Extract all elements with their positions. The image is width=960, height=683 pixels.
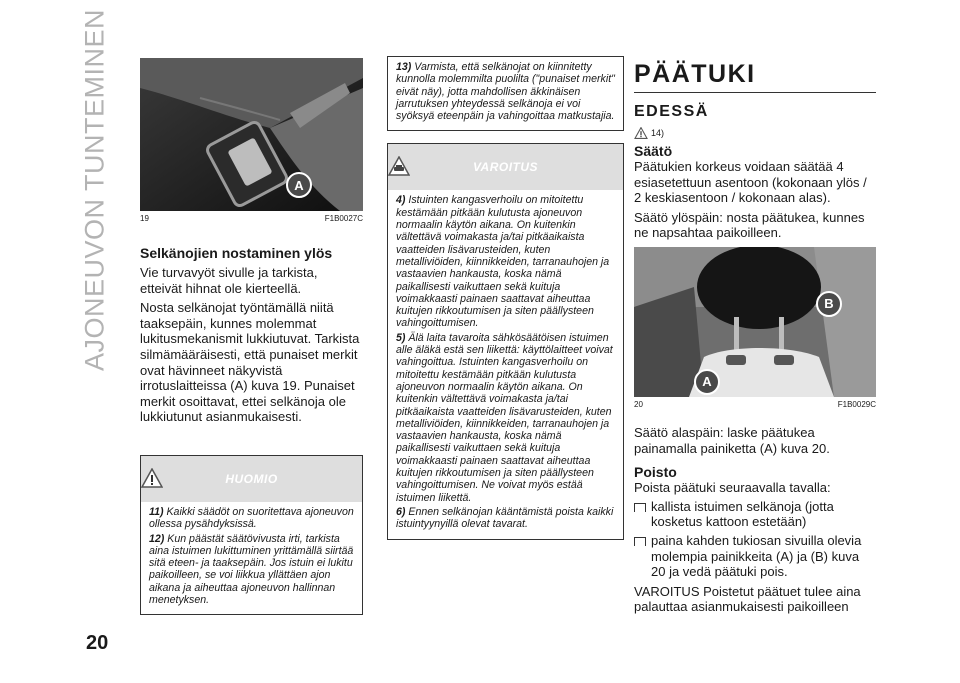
side-chapter-label: AJONEUVON TUNTEMINEN [79, 8, 110, 372]
bullet-icon [634, 503, 646, 512]
warning-item: 6) Ennen selkänojan kääntämistä poista kaikki istuintyynyillä olevat tavarat. [396, 505, 614, 531]
paragraph-5: VAROITUS Poistetut päätuet tulee aina palauttaa asianmukaisesti paikoilleen [634, 583, 861, 615]
section-title: PÄÄTUKI [634, 60, 756, 88]
bullet-icon [634, 537, 646, 546]
note-box-continued [387, 56, 624, 131]
warning-icon [634, 127, 648, 139]
note-box-body [141, 502, 362, 614]
figure-20-label-b: B [816, 291, 842, 317]
poisto-heading: Poisto [634, 464, 677, 481]
column-2 [387, 56, 624, 540]
paragraph-4: Poista päätuki seuraavalla tavalla: [634, 480, 831, 496]
paragraph-3: Säätö alaspäin: laske päätukea painamalla painiketta (A) kuva 20. [634, 424, 830, 456]
figure-20-label-a: A [694, 369, 720, 395]
figure-20-caption [634, 400, 876, 409]
paragraph-2: Nosta selkänojat työntämällä niitä taaksepäin, kunnes molemmat lukitusmekanismit lukkiutuvat. Tarkista silmämääräisesti, että punaiset merkit ovat hävinneet näkyvistä irrotuslaitteissa (A) kuva 19. Punaiset merkit osoittavat, ettei selkänoja ole lukkiutunut asianmukaisesti. [140, 300, 360, 425]
section-title-rule [634, 92, 876, 93]
figure-19-image [140, 58, 363, 211]
paragraph-1: Päätukien korkeus voidaan säätää 4 esiasetettuun asentoon (kokonaan ylös / 2 keskiasentoon / kokonaan alas). [634, 159, 867, 206]
paragraph-2: Säätö ylöspäin: nosta päätukea, kunnes ne napsahtaa paikoilleen. [634, 209, 865, 241]
note-box-continued-body [388, 57, 623, 130]
warning-reference [634, 127, 876, 139]
figure-20-image [634, 247, 876, 397]
figure-20 [634, 247, 876, 397]
warning-item: 4) Istuinten kangasverhoilu on mitoitettu kestämään pitkään kulutusta ajoneuvon normaalin käytön aikana. On kuitenkin vältettävä voimakasta ja/tai pitkäaikaista vaatteiden lisävarusteiden, kuten metalliviöiden, kiinnikkeiden, tarranauhojen ja vastaavien hankausta, koska nämä paikallisesti vaikuttaen sekä kuituja voimakkaasti painaen saattavat aiheuttaa kuitujen rikkoutumisen ja siten päällysteen vahingoittumisen. [396, 194, 610, 330]
saato-heading: Säätö [634, 143, 673, 159]
figure-20-number: 20 [634, 399, 643, 409]
figure-19 [140, 58, 363, 211]
note-item: 12) Kun päästät säätövivusta irti, tarkista aina istuimen lukittuminen yrittämällä siirtää sitä eteen- ja taaksepäin. Jos istuin ei lukitu paikoilleen, se voi liikkua yllättäen ajon aikana ja aiheuttaa ajoneuvon hallinnan menetyksen. [149, 532, 354, 607]
warning-box-header [388, 144, 623, 190]
section-heading: Selkänojien nostaminen ylös [140, 245, 333, 261]
figure-20-code: F1B0029C [837, 399, 876, 409]
note-item: 11) Kaikki säädöt on suoritettava ajoneuvon ollessa pysähdyksissä. [149, 505, 354, 531]
warning-item: 5) Älä laita tavaroita sähkösäätöisen istuimen alle äläkä estä sen liikettä: käyttölaitteet voivat vahingoittua. Istuinten kangasverhoilu on mitoitettu kestämään pitkään kulutusta ajoneuvon normaalin käytön aikana. On kuitenkin vältettävä voimakasta ja/tai pitkäaikaista vaatteiden lisävarusteiden, kuten metalliviöiden, kiinnikkeiden, tarranauhojen ja vastaavien hankausta, koska nämä paikallisesti vaikuttaen sekä kuituja voimakkaasti painaen saattavat aiheuttaa kuitujen rikkoutumisen ja siten päällysteen vahingoittumisen. Ne voivat myös estää istuimen liikettä. [396, 331, 613, 504]
side-chapter-tab [79, 8, 110, 372]
warning-box [387, 143, 624, 539]
note-box-title: HUOMIO [225, 471, 278, 486]
list-item: kallista istuimen selkänoja (jotta kosketus kattoon estetään) [634, 499, 876, 530]
figure-19-code: F1B0027C [324, 214, 363, 223]
page-number: 20 [86, 632, 109, 654]
column-3 [634, 60, 876, 615]
note-box-header [141, 456, 362, 502]
warning-box-body [388, 190, 623, 538]
column-1 [140, 58, 363, 615]
note-item: 13) Varmista, että selkänojat on kiinnitetty kunnolla molemmilta puolilta ("punaiset merkit" eivät näy), jotta mahdollisen äkkinäisen jarrutuksen yhteydessä selkänoja ei voi syöksyä eteenpäin ja vahingoittaa matkustajia. [396, 61, 615, 123]
warning-box-title: VAROITUS [472, 160, 539, 175]
note-box [140, 455, 363, 615]
figure-19-label-a: A [286, 172, 312, 198]
figure-19-number: 19 [140, 214, 149, 223]
paragraph-1: Vie turvavyöt sivulle ja tarkista, etteivät hihnat ole kierteellä. [140, 265, 318, 296]
list-item: paina kahden tukiosan sivuilla olevia molempia painikkeita (A) ja (B) kuva 20 ja vedä päätuki pois. [634, 533, 876, 580]
figure-19-caption [140, 214, 363, 223]
warning-reference-number: 14) [651, 128, 665, 138]
section-subtitle: EDESSÄ [634, 103, 709, 120]
